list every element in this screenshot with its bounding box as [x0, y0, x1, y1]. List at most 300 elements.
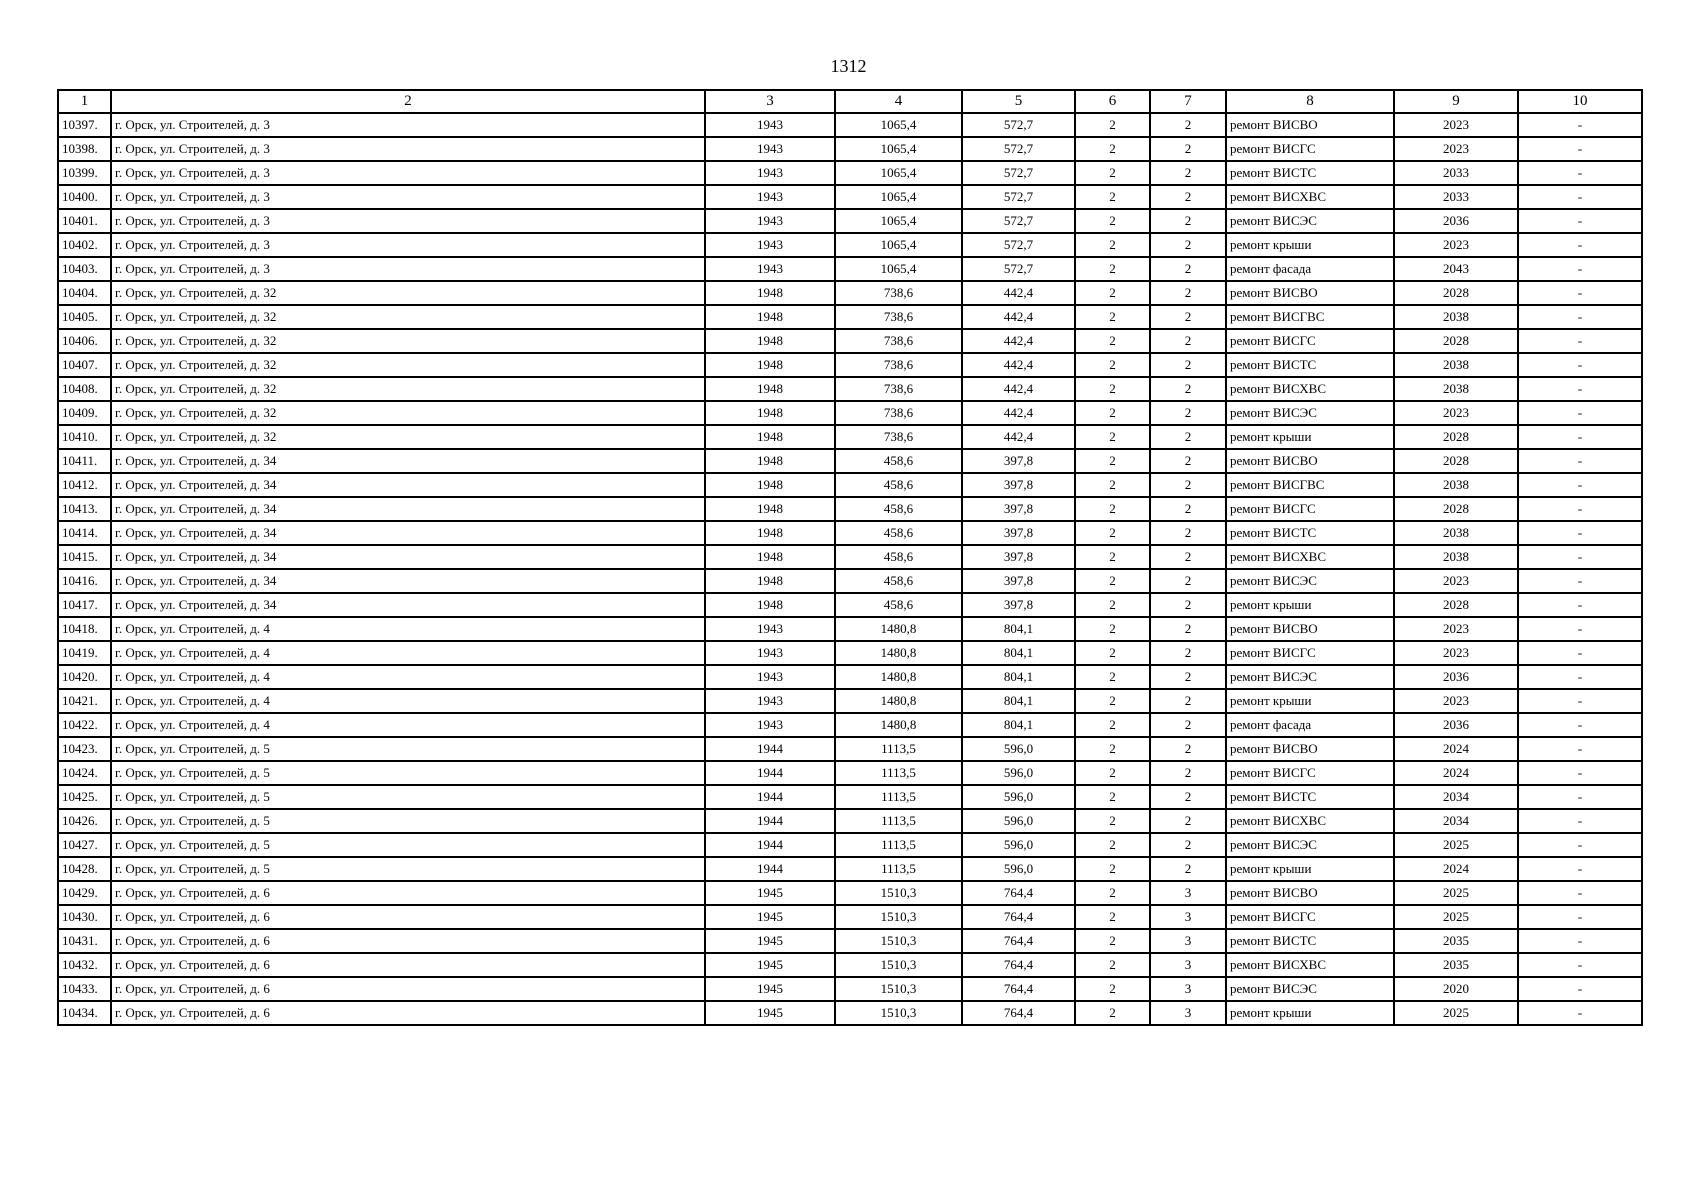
col7-cell: 2: [1150, 569, 1226, 593]
col7-cell: 2: [1150, 281, 1226, 305]
col6-cell: 2: [1075, 1001, 1150, 1025]
col7-cell: 2: [1150, 113, 1226, 137]
col10-cell: -: [1518, 905, 1642, 929]
table-row: [58, 137, 1642, 161]
row-number-cell: 10405.: [58, 305, 111, 329]
year-cell: 1948: [705, 521, 835, 545]
year-cell: 1948: [705, 329, 835, 353]
table-row: [58, 305, 1642, 329]
col6-cell: 2: [1075, 521, 1150, 545]
living-area-cell: 596,0: [962, 833, 1075, 857]
living-area-cell: 442,4: [962, 281, 1075, 305]
col10-cell: -: [1518, 569, 1642, 593]
row-number-cell: 10412.: [58, 473, 111, 497]
work-type-cell: ремонт ВИСХВС: [1226, 809, 1394, 833]
total-area-cell: 1113,5: [835, 857, 962, 881]
col7-cell: 2: [1150, 353, 1226, 377]
column-header-1: 1: [58, 90, 111, 113]
col10-cell: -: [1518, 713, 1642, 737]
address-cell: г. Орск, ул. Строителей, д. 5: [111, 761, 705, 785]
address-cell: г. Орск, ул. Строителей, д. 32: [111, 401, 705, 425]
col10-cell: -: [1518, 881, 1642, 905]
table-row: [58, 737, 1642, 761]
work-type-cell: ремонт ВИСВО: [1226, 737, 1394, 761]
col10-cell: -: [1518, 545, 1642, 569]
col6-cell: 2: [1075, 113, 1150, 137]
table-body: [58, 113, 1642, 1025]
work-type-cell: ремонт ВИСХВС: [1226, 185, 1394, 209]
work-type-cell: ремонт ВИСВО: [1226, 281, 1394, 305]
year-cell: 1943: [705, 137, 835, 161]
total-area-cell: 738,6: [835, 377, 962, 401]
year-cell: 1948: [705, 281, 835, 305]
column-header-10: 10: [1518, 90, 1642, 113]
col6-cell: 2: [1075, 305, 1150, 329]
row-number-cell: 10428.: [58, 857, 111, 881]
year-cell: 1945: [705, 881, 835, 905]
total-area-cell: 458,6: [835, 497, 962, 521]
col7-cell: 2: [1150, 713, 1226, 737]
row-number-cell: 10425.: [58, 785, 111, 809]
row-number-cell: 10411.: [58, 449, 111, 473]
living-area-cell: 596,0: [962, 857, 1075, 881]
work-type-cell: ремонт ВИСХВС: [1226, 953, 1394, 977]
living-area-cell: 596,0: [962, 761, 1075, 785]
col10-cell: -: [1518, 617, 1642, 641]
address-cell: г. Орск, ул. Строителей, д. 4: [111, 689, 705, 713]
col6-cell: 2: [1075, 233, 1150, 257]
total-area-cell: 1510,3: [835, 905, 962, 929]
col6-cell: 2: [1075, 737, 1150, 761]
total-area-cell: 1113,5: [835, 785, 962, 809]
row-number-cell: 10432.: [58, 953, 111, 977]
plan-year-cell: 2023: [1394, 569, 1518, 593]
row-number-cell: 10402.: [58, 233, 111, 257]
col7-cell: 2: [1150, 689, 1226, 713]
col7-cell: 2: [1150, 473, 1226, 497]
row-number-cell: 10429.: [58, 881, 111, 905]
total-area-cell: 1480,8: [835, 713, 962, 737]
year-cell: 1948: [705, 473, 835, 497]
header-row: [58, 90, 1642, 113]
year-cell: 1943: [705, 689, 835, 713]
col10-cell: -: [1518, 113, 1642, 137]
col6-cell: 2: [1075, 353, 1150, 377]
work-type-cell: ремонт крыши: [1226, 857, 1394, 881]
year-cell: 1943: [705, 185, 835, 209]
column-header-6: 6: [1075, 90, 1150, 113]
year-cell: 1948: [705, 593, 835, 617]
total-area-cell: 458,6: [835, 449, 962, 473]
address-cell: г. Орск, ул. Строителей, д. 3: [111, 161, 705, 185]
living-area-cell: 572,7: [962, 113, 1075, 137]
table-row: [58, 785, 1642, 809]
col10-cell: -: [1518, 1001, 1642, 1025]
plan-year-cell: 2036: [1394, 209, 1518, 233]
work-type-cell: ремонт ВИСВО: [1226, 617, 1394, 641]
year-cell: 1948: [705, 497, 835, 521]
col6-cell: 2: [1075, 161, 1150, 185]
plan-year-cell: 2028: [1394, 497, 1518, 521]
table-row: [58, 593, 1642, 617]
row-number-cell: 10419.: [58, 641, 111, 665]
living-area-cell: 397,8: [962, 593, 1075, 617]
address-cell: г. Орск, ул. Строителей, д. 6: [111, 977, 705, 1001]
work-type-cell: ремонт ВИСЭС: [1226, 569, 1394, 593]
work-type-cell: ремонт ВИСВО: [1226, 881, 1394, 905]
plan-year-cell: 2038: [1394, 473, 1518, 497]
living-area-cell: 442,4: [962, 377, 1075, 401]
col10-cell: -: [1518, 521, 1642, 545]
address-cell: г. Орск, ул. Строителей, д. 3: [111, 113, 705, 137]
total-area-cell: 1510,3: [835, 953, 962, 977]
plan-year-cell: 2028: [1394, 593, 1518, 617]
row-number-cell: 10401.: [58, 209, 111, 233]
col6-cell: 2: [1075, 905, 1150, 929]
col6-cell: 2: [1075, 857, 1150, 881]
col10-cell: -: [1518, 329, 1642, 353]
col6-cell: 2: [1075, 833, 1150, 857]
address-cell: г. Орск, ул. Строителей, д. 32: [111, 353, 705, 377]
total-area-cell: 1113,5: [835, 809, 962, 833]
col7-cell: 2: [1150, 257, 1226, 281]
address-cell: г. Орск, ул. Строителей, д. 34: [111, 473, 705, 497]
col10-cell: -: [1518, 185, 1642, 209]
row-number-cell: 10407.: [58, 353, 111, 377]
year-cell: 1945: [705, 953, 835, 977]
column-header-2: 2: [111, 90, 705, 113]
table-header: [58, 90, 1642, 113]
table-row: [58, 353, 1642, 377]
col7-cell: 2: [1150, 209, 1226, 233]
living-area-cell: 572,7: [962, 257, 1075, 281]
row-number-cell: 10420.: [58, 665, 111, 689]
address-cell: г. Орск, ул. Строителей, д. 34: [111, 545, 705, 569]
total-area-cell: 458,6: [835, 473, 962, 497]
living-area-cell: 804,1: [962, 665, 1075, 689]
row-number-cell: 10414.: [58, 521, 111, 545]
plan-year-cell: 2028: [1394, 449, 1518, 473]
table-row: [58, 761, 1642, 785]
col6-cell: 2: [1075, 185, 1150, 209]
table-row: [58, 857, 1642, 881]
col10-cell: -: [1518, 977, 1642, 1001]
col6-cell: 2: [1075, 953, 1150, 977]
address-cell: г. Орск, ул. Строителей, д. 5: [111, 857, 705, 881]
total-area-cell: 1113,5: [835, 833, 962, 857]
col7-cell: 2: [1150, 377, 1226, 401]
address-cell: г. Орск, ул. Строителей, д. 34: [111, 497, 705, 521]
col10-cell: -: [1518, 137, 1642, 161]
work-type-cell: ремонт ВИСЭС: [1226, 209, 1394, 233]
total-area-cell: 458,6: [835, 569, 962, 593]
col10-cell: -: [1518, 761, 1642, 785]
plan-year-cell: 2043: [1394, 257, 1518, 281]
plan-year-cell: 2035: [1394, 953, 1518, 977]
table-row: [58, 641, 1642, 665]
living-area-cell: 397,8: [962, 521, 1075, 545]
address-cell: г. Орск, ул. Строителей, д. 34: [111, 569, 705, 593]
plan-year-cell: 2038: [1394, 305, 1518, 329]
year-cell: 1944: [705, 809, 835, 833]
table-row: [58, 329, 1642, 353]
total-area-cell: 738,6: [835, 281, 962, 305]
total-area-cell: 458,6: [835, 521, 962, 545]
col7-cell: 2: [1150, 521, 1226, 545]
table-row: [58, 281, 1642, 305]
row-number-cell: 10397.: [58, 113, 111, 137]
table-row: [58, 809, 1642, 833]
plan-year-cell: 2028: [1394, 425, 1518, 449]
living-area-cell: 572,7: [962, 137, 1075, 161]
work-type-cell: ремонт крыши: [1226, 1001, 1394, 1025]
work-type-cell: ремонт ВИСВО: [1226, 113, 1394, 137]
year-cell: 1943: [705, 161, 835, 185]
col10-cell: -: [1518, 833, 1642, 857]
col10-cell: -: [1518, 401, 1642, 425]
address-cell: г. Орск, ул. Строителей, д. 34: [111, 521, 705, 545]
row-number-cell: 10418.: [58, 617, 111, 641]
column-header-3: 3: [705, 90, 835, 113]
col7-cell: 2: [1150, 785, 1226, 809]
total-area-cell: 1510,3: [835, 881, 962, 905]
address-cell: г. Орск, ул. Строителей, д. 6: [111, 905, 705, 929]
col10-cell: -: [1518, 161, 1642, 185]
col10-cell: -: [1518, 425, 1642, 449]
total-area-cell: 1510,3: [835, 929, 962, 953]
address-cell: г. Орск, ул. Строителей, д. 6: [111, 953, 705, 977]
plan-year-cell: 2020: [1394, 977, 1518, 1001]
plan-year-cell: 2035: [1394, 929, 1518, 953]
year-cell: 1948: [705, 569, 835, 593]
col10-cell: -: [1518, 929, 1642, 953]
year-cell: 1943: [705, 713, 835, 737]
address-cell: г. Орск, ул. Строителей, д. 6: [111, 1001, 705, 1025]
col6-cell: 2: [1075, 689, 1150, 713]
address-cell: г. Орск, ул. Строителей, д. 6: [111, 881, 705, 905]
col6-cell: 2: [1075, 545, 1150, 569]
plan-year-cell: 2023: [1394, 401, 1518, 425]
col7-cell: 2: [1150, 833, 1226, 857]
plan-year-cell: 2034: [1394, 809, 1518, 833]
living-area-cell: 397,8: [962, 569, 1075, 593]
table-row: [58, 449, 1642, 473]
work-type-cell: ремонт ВИСГС: [1226, 497, 1394, 521]
work-type-cell: ремонт ВИСГС: [1226, 137, 1394, 161]
table-row: [58, 905, 1642, 929]
work-type-cell: ремонт ВИСГВС: [1226, 473, 1394, 497]
col6-cell: 2: [1075, 785, 1150, 809]
plan-year-cell: 2024: [1394, 737, 1518, 761]
row-number-cell: 10410.: [58, 425, 111, 449]
row-number-cell: 10421.: [58, 689, 111, 713]
year-cell: 1948: [705, 401, 835, 425]
total-area-cell: 1113,5: [835, 761, 962, 785]
address-cell: г. Орск, ул. Строителей, д. 3: [111, 233, 705, 257]
row-number-cell: 10430.: [58, 905, 111, 929]
year-cell: 1945: [705, 905, 835, 929]
work-type-cell: ремонт ВИСГС: [1226, 761, 1394, 785]
repair-schedule-table: [57, 89, 1643, 1026]
row-number-cell: 10403.: [58, 257, 111, 281]
total-area-cell: 1480,8: [835, 689, 962, 713]
year-cell: 1943: [705, 233, 835, 257]
col7-cell: 3: [1150, 1001, 1226, 1025]
col10-cell: -: [1518, 785, 1642, 809]
col6-cell: 2: [1075, 809, 1150, 833]
year-cell: 1948: [705, 425, 835, 449]
total-area-cell: 1510,3: [835, 1001, 962, 1025]
living-area-cell: 764,4: [962, 1001, 1075, 1025]
col7-cell: 2: [1150, 449, 1226, 473]
column-header-9: 9: [1394, 90, 1518, 113]
living-area-cell: 442,4: [962, 353, 1075, 377]
work-type-cell: ремонт ВИСГС: [1226, 329, 1394, 353]
year-cell: 1948: [705, 449, 835, 473]
column-header-8: 8: [1226, 90, 1394, 113]
col10-cell: -: [1518, 473, 1642, 497]
col6-cell: 2: [1075, 761, 1150, 785]
row-number-cell: 10408.: [58, 377, 111, 401]
living-area-cell: 764,4: [962, 905, 1075, 929]
total-area-cell: 1065,4: [835, 137, 962, 161]
total-area-cell: 1065,4: [835, 161, 962, 185]
column-header-7: 7: [1150, 90, 1226, 113]
total-area-cell: 1113,5: [835, 737, 962, 761]
work-type-cell: ремонт ВИСЭС: [1226, 977, 1394, 1001]
table-row: [58, 689, 1642, 713]
col7-cell: 3: [1150, 929, 1226, 953]
living-area-cell: 804,1: [962, 689, 1075, 713]
year-cell: 1948: [705, 353, 835, 377]
col10-cell: -: [1518, 689, 1642, 713]
total-area-cell: 738,6: [835, 353, 962, 377]
year-cell: 1948: [705, 377, 835, 401]
total-area-cell: 1510,3: [835, 977, 962, 1001]
living-area-cell: 804,1: [962, 641, 1075, 665]
plan-year-cell: 2025: [1394, 905, 1518, 929]
row-number-cell: 10417.: [58, 593, 111, 617]
col10-cell: -: [1518, 257, 1642, 281]
address-cell: г. Орск, ул. Строителей, д. 4: [111, 665, 705, 689]
year-cell: 1944: [705, 737, 835, 761]
col7-cell: 2: [1150, 161, 1226, 185]
col6-cell: 2: [1075, 257, 1150, 281]
plan-year-cell: 2023: [1394, 689, 1518, 713]
table-row: [58, 1001, 1642, 1025]
total-area-cell: 1065,4: [835, 233, 962, 257]
work-type-cell: ремонт ВИСТС: [1226, 785, 1394, 809]
table-row: [58, 233, 1642, 257]
col7-cell: 3: [1150, 953, 1226, 977]
table-row: [58, 569, 1642, 593]
total-area-cell: 738,6: [835, 329, 962, 353]
year-cell: 1944: [705, 833, 835, 857]
living-area-cell: 804,1: [962, 713, 1075, 737]
address-cell: г. Орск, ул. Строителей, д. 34: [111, 593, 705, 617]
row-number-cell: 10424.: [58, 761, 111, 785]
living-area-cell: 572,7: [962, 209, 1075, 233]
row-number-cell: 10422.: [58, 713, 111, 737]
table-row: [58, 185, 1642, 209]
col10-cell: -: [1518, 641, 1642, 665]
col10-cell: -: [1518, 737, 1642, 761]
page-number: 1312: [830, 56, 867, 76]
total-area-cell: 738,6: [835, 305, 962, 329]
year-cell: 1945: [705, 929, 835, 953]
col7-cell: 2: [1150, 497, 1226, 521]
year-cell: 1943: [705, 641, 835, 665]
year-cell: 1948: [705, 305, 835, 329]
col10-cell: -: [1518, 953, 1642, 977]
living-area-cell: 804,1: [962, 617, 1075, 641]
plan-year-cell: 2025: [1394, 833, 1518, 857]
work-type-cell: ремонт ВИСТС: [1226, 521, 1394, 545]
col6-cell: 2: [1075, 473, 1150, 497]
row-number-cell: 10416.: [58, 569, 111, 593]
work-type-cell: ремонт крыши: [1226, 689, 1394, 713]
col6-cell: 2: [1075, 881, 1150, 905]
living-area-cell: 572,7: [962, 161, 1075, 185]
col6-cell: 2: [1075, 209, 1150, 233]
address-cell: г. Орск, ул. Строителей, д. 3: [111, 257, 705, 281]
address-cell: г. Орск, ул. Строителей, д. 32: [111, 329, 705, 353]
plan-year-cell: 2028: [1394, 281, 1518, 305]
living-area-cell: 397,8: [962, 545, 1075, 569]
col7-cell: 2: [1150, 593, 1226, 617]
address-cell: г. Орск, ул. Строителей, д. 3: [111, 137, 705, 161]
plan-year-cell: 2036: [1394, 713, 1518, 737]
year-cell: 1944: [705, 761, 835, 785]
living-area-cell: 596,0: [962, 737, 1075, 761]
col10-cell: -: [1518, 209, 1642, 233]
address-cell: г. Орск, ул. Строителей, д. 5: [111, 737, 705, 761]
address-cell: г. Орск, ул. Строителей, д. 4: [111, 641, 705, 665]
plan-year-cell: 2038: [1394, 545, 1518, 569]
col7-cell: 2: [1150, 329, 1226, 353]
address-cell: г. Орск, ул. Строителей, д. 5: [111, 833, 705, 857]
year-cell: 1943: [705, 617, 835, 641]
total-area-cell: 1480,8: [835, 641, 962, 665]
col7-cell: 2: [1150, 305, 1226, 329]
year-cell: 1943: [705, 113, 835, 137]
living-area-cell: 572,7: [962, 233, 1075, 257]
col6-cell: 2: [1075, 593, 1150, 617]
plan-year-cell: 2028: [1394, 329, 1518, 353]
col6-cell: 2: [1075, 569, 1150, 593]
col6-cell: 2: [1075, 713, 1150, 737]
table-row: [58, 209, 1642, 233]
plan-year-cell: 2038: [1394, 521, 1518, 545]
address-cell: г. Орск, ул. Строителей, д. 34: [111, 449, 705, 473]
work-type-cell: ремонт ВИСТС: [1226, 929, 1394, 953]
table-row: [58, 257, 1642, 281]
col7-cell: 3: [1150, 977, 1226, 1001]
living-area-cell: 442,4: [962, 305, 1075, 329]
col7-cell: 2: [1150, 665, 1226, 689]
col7-cell: 2: [1150, 737, 1226, 761]
table-row: [58, 713, 1642, 737]
col10-cell: -: [1518, 305, 1642, 329]
col7-cell: 2: [1150, 137, 1226, 161]
col7-cell: 2: [1150, 617, 1226, 641]
col6-cell: 2: [1075, 377, 1150, 401]
col7-cell: 2: [1150, 401, 1226, 425]
table-row: [58, 665, 1642, 689]
work-type-cell: ремонт ВИСГС: [1226, 641, 1394, 665]
year-cell: 1944: [705, 785, 835, 809]
col6-cell: 2: [1075, 329, 1150, 353]
